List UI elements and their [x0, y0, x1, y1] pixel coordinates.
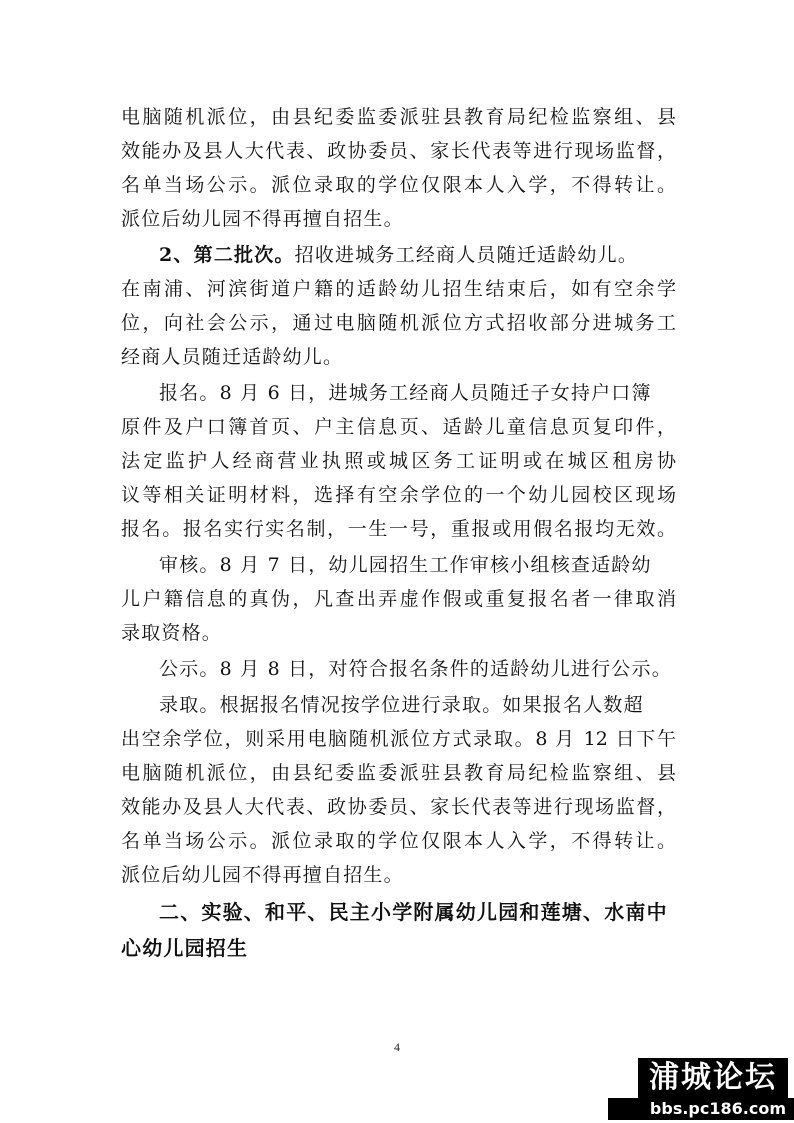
- page-number: 4: [394, 1040, 400, 1054]
- paragraph-line: 位，向社会公示，通过电脑随机派位方式招收部分进城务工: [121, 312, 676, 334]
- paragraph-line: 报名。报名实行实名制，一生一号，重报或用假名报均无效。: [121, 518, 676, 540]
- watermark-title: 浦城论坛: [638, 1058, 788, 1098]
- paragraph-line: 报名。8 月 6 日，进城务工经商人员随迁子女持户口簿: [159, 382, 652, 404]
- forum-watermark: [608, 1058, 794, 1123]
- section-line: [121, 238, 676, 272]
- paragraph-line: 派位后幼儿园不得再擅自招生。: [121, 208, 404, 230]
- paragraph-line: 效能办及县人大代表、政协委员、家长代表等进行现场监督，: [121, 796, 676, 818]
- paragraph-line: 名单当场公示。派位录取的学位仅限本人入学，不得转让。: [121, 174, 676, 196]
- paragraph-line: 电脑随机派位，由县纪委监委派驻县教育局纪检监察组、县: [121, 762, 676, 784]
- subsection-title: 2、第二批次。: [159, 244, 295, 266]
- paragraph-line: 在南浦、河滨街道户籍的适龄幼儿招生结束后，如有空余学: [121, 278, 676, 300]
- paragraph-line: 派位后幼儿园不得再擅自招生。: [121, 864, 404, 886]
- paragraph-text: 招收进城务工经商人员随迁适龄幼儿。: [294, 244, 639, 266]
- paragraph-line: 法定监护人经商营业执照或城区务工证明或在城区租房协: [121, 450, 676, 472]
- paragraph-line: 出空余学位，则采用电脑随机派位方式录取。8 月 12 日下午: [121, 728, 676, 750]
- paragraph-line: 经商人员随迁适龄幼儿。: [121, 346, 344, 368]
- paragraph-line: 录取资格。: [121, 622, 223, 644]
- paragraph-line: 效能办及县人大代表、政协委员、家长代表等进行现场监督，: [121, 140, 676, 162]
- section-heading: 心幼儿园招生: [121, 936, 249, 960]
- section-heading: 二、实验、和平、民主小学附属幼儿园和莲塘、水南中: [159, 900, 668, 924]
- watermark-url: bbs.pc186.com: [608, 1098, 794, 1120]
- paragraph-line: 议等相关证明材料，选择有空余学位的一个幼儿园校区现场: [121, 484, 676, 506]
- paragraph-line: 审核。8 月 7 日，幼儿园招生工作审核小组核查适龄幼: [159, 554, 652, 576]
- paragraph-line: 录取。根据报名情况按学位进行录取。如果报名人数超: [159, 694, 644, 716]
- paragraph-line: 原件及户口簿首页、户主信息页、适龄儿童信息页复印件，: [121, 416, 676, 438]
- paragraph-line: 电脑随机派位，由县纪委监委派驻县教育局纪检监察组、县: [121, 106, 676, 128]
- paragraph-line: 公示。8 月 8 日，对符合报名条件的适龄幼儿进行公示。: [159, 658, 672, 680]
- paragraph-line: 名单当场公示。派位录取的学位仅限本人入学，不得转让。: [121, 830, 676, 852]
- paragraph-line: 儿户籍信息的真伪，凡查出弄虚作假或重复报名者一律取消: [121, 588, 676, 610]
